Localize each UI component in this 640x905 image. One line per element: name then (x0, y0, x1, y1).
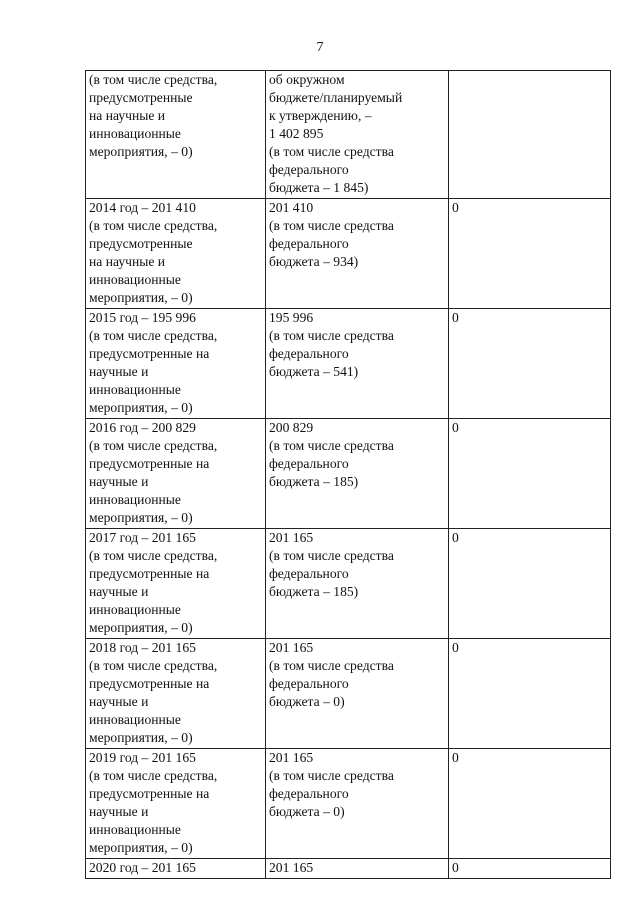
budget-table (85, 70, 611, 879)
page-number: 7 (316, 40, 324, 55)
table-cell-district-budget: 201 165 (в том числе средства федерального бюджета – 185) (266, 529, 449, 639)
table-cell-district-budget: 201 165 (266, 859, 449, 879)
table-row (86, 749, 611, 859)
table-cell-other: 0 (449, 749, 611, 859)
table-row (86, 71, 611, 199)
table-cell-other: 0 (449, 529, 611, 639)
table-cell-other: 0 (449, 309, 611, 419)
table-cell-total-cont: (в том числе средства, предусмотренные на научные и инновационные мероприятия, – 0) (86, 71, 266, 199)
table-cell-total: 2019 год – 201 165 (в том числе средства, предусмотренные на научные и инновационные мероприятия, – 0) (86, 749, 266, 859)
table-cell-total: 2017 год – 201 165 (в том числе средства, предусмотренные на научные и инновационные мероприятия, – 0) (86, 529, 266, 639)
table-cell-other: 0 (449, 859, 611, 879)
table-cell-other (449, 71, 611, 199)
table-cell-district-budget: 200 829 (в том числе средства федерального бюджета – 185) (266, 419, 449, 529)
table-cell-total: 2016 год – 200 829 (в том числе средства, предусмотренные на научные и инновационные мероприятия, – 0) (86, 419, 266, 529)
table-cell-total: 2020 год – 201 165 (86, 859, 266, 879)
table-row (86, 199, 611, 309)
table-row (86, 639, 611, 749)
table-row (86, 529, 611, 639)
table-cell-total: 2018 год – 201 165 (в том числе средства, предусмотренные на научные и инновационные мероприятия, – 0) (86, 639, 266, 749)
table-row (86, 309, 611, 419)
table-cell-other: 0 (449, 199, 611, 309)
table-cell-total: 2015 год – 195 996 (в том числе средства, предусмотренные на научные и инновационные мероприятия, – 0) (86, 309, 266, 419)
table-cell-total: 2014 год – 201 410 (в том числе средства, предусмотренные на научные и инновационные мероприятия, – 0) (86, 199, 266, 309)
table-row (86, 419, 611, 529)
table-row (86, 859, 611, 879)
table-cell-district-budget: об окружном бюджете/планируемый к утверждению, – 1 402 895 (в том числе средства федерального бюджета – 1 845) (266, 71, 449, 199)
table-cell-district-budget: 201 410 (в том числе средства федерального бюджета – 934) (266, 199, 449, 309)
table-cell-district-budget: 195 996 (в том числе средства федерального бюджета – 541) (266, 309, 449, 419)
table-cell-district-budget: 201 165 (в том числе средства федерального бюджета – 0) (266, 639, 449, 749)
table-cell-other: 0 (449, 639, 611, 749)
table-cell-district-budget: 201 165 (в том числе средства федерального бюджета – 0) (266, 749, 449, 859)
table-cell-other: 0 (449, 419, 611, 529)
